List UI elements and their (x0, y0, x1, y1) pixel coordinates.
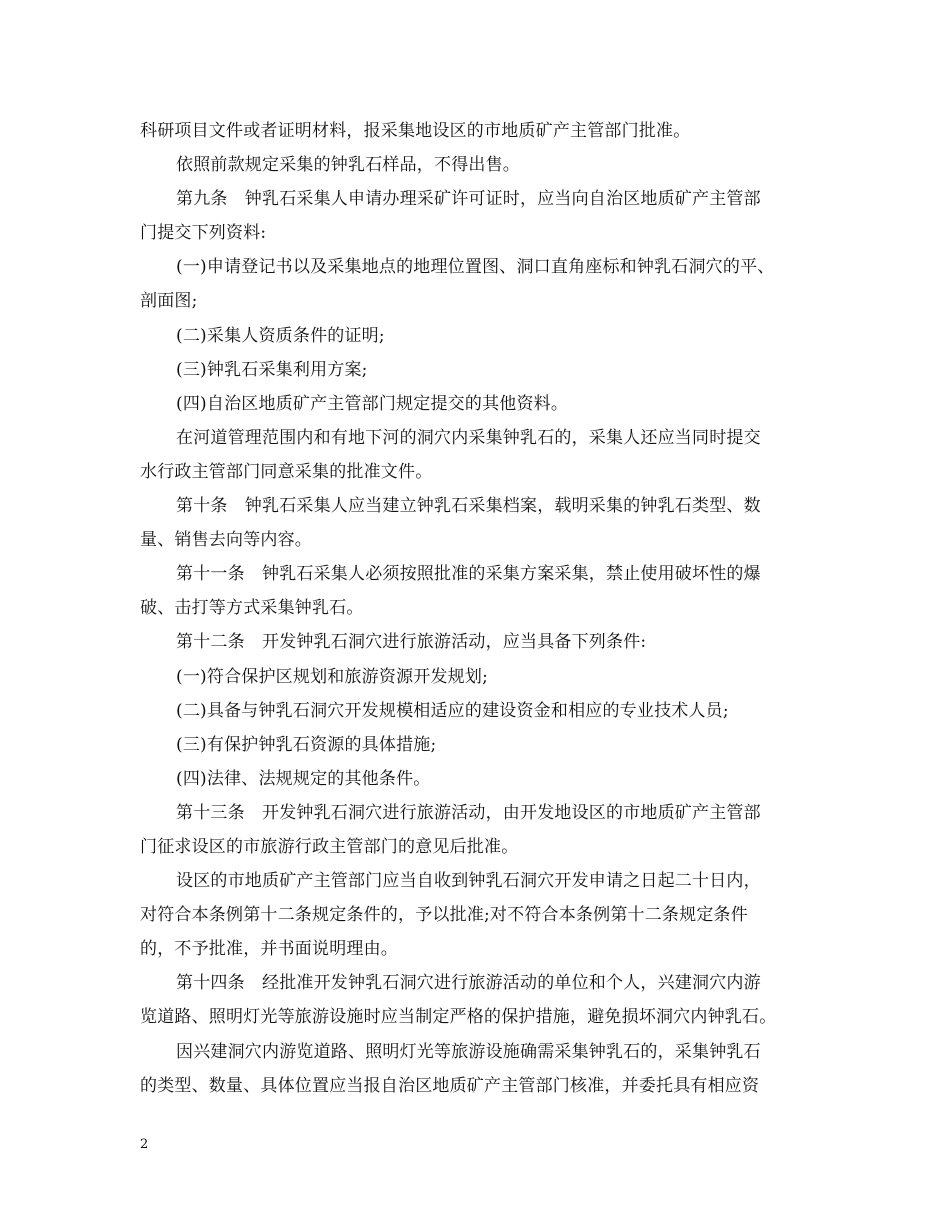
text-line: 门提交下列资料: (140, 223, 267, 244)
text-line: 因兴建洞穴内游览道路、照明灯光等旅游设施确需采集钟乳石的，采集钟乳石 (176, 1041, 761, 1062)
text-line: (三)钟乳石采集利用方案; (176, 359, 368, 380)
text-line: 依照前款规定采集的钟乳石样品，不得出售。 (176, 155, 520, 176)
text-line: 第九条 钟乳石采集人申请办理采矿许可证时，应当向自治区地质矿产主管部 (176, 189, 761, 210)
text-line: 第十三条 开发钟乳石洞穴进行旅游活动，由开发地设区的市地质矿产主管部 (176, 802, 761, 823)
text-line: 科研项目文件或者证明材料，报采集地设区的市地质矿产主管部门批准。 (140, 121, 691, 141)
text-line: 门征求设区的市旅游行政主管部门的意见后批准。 (140, 836, 519, 857)
text-line: 对符合本条例第十二条规定条件的，予以批准;对不符合本条例第十二条规定条件 (140, 905, 748, 926)
text-line: 第十条 钟乳石采集人应当建立钟乳石采集档案，载明采集的钟乳石类型、数 (176, 496, 761, 517)
text-line: 设区的市地质矿产主管部门应当自收到钟乳石洞穴开发申请之日起二十日内， (176, 871, 761, 892)
text-line: 第十二条 开发钟乳石洞穴进行旅游活动，应当具备下列条件: (176, 632, 647, 653)
text-line: 剖面图; (140, 291, 198, 312)
text-line: (一)申请登记书以及采集地点的地理位置图、洞口直角座标和钟乳石洞穴的平、 (176, 257, 775, 278)
text-line: 水行政主管部门同意采集的批准文件。 (140, 461, 433, 482)
text-line: (二)具备与钟乳石洞穴开发规模相适应的建设资金和相应的专业技术人员; (176, 700, 729, 721)
text-line: 在河道管理范围内和有地下河的洞穴内采集钟乳石的，采集人还应当同时提交 (176, 427, 761, 448)
text-line: 的，不予批准，并书面说明理由。 (140, 939, 398, 960)
text-line: (一)符合保护区规划和旅游资源开发规划; (176, 666, 488, 687)
text-line: (三)有保护钟乳石资源的具体措施; (176, 734, 437, 755)
text-line: 第十一条 钟乳石采集人必须按照批准的采集方案采集，禁止使用破坏性的爆 (176, 564, 761, 585)
text-line: (四)自治区地质矿产主管部门规定提交的其他资料。 (176, 393, 569, 414)
text-line: (四)法律、法规规定的其他条件。 (176, 768, 431, 789)
text-line: (二)采集人资质条件的证明; (176, 325, 385, 346)
text-line: 第十四条 经批准开发钟乳石洞穴进行旅游活动的单位和个人，兴建洞穴内游 (176, 973, 761, 994)
page-number: 2 (140, 1137, 149, 1152)
text-line: 量、销售去向等内容。 (140, 530, 312, 551)
text-line: 的类型、数量、具体位置应当报自治区地质矿产主管部门核准，并委托具有相应资 (140, 1075, 760, 1096)
text-line: 破、击打等方式采集钟乳石。 (140, 598, 364, 619)
document-body (140, 114, 820, 1103)
text-line: 览道路、照明灯光等旅游设施时应当制定严格的保护措施，避免损坏洞穴内钟乳石。 (140, 1007, 777, 1028)
